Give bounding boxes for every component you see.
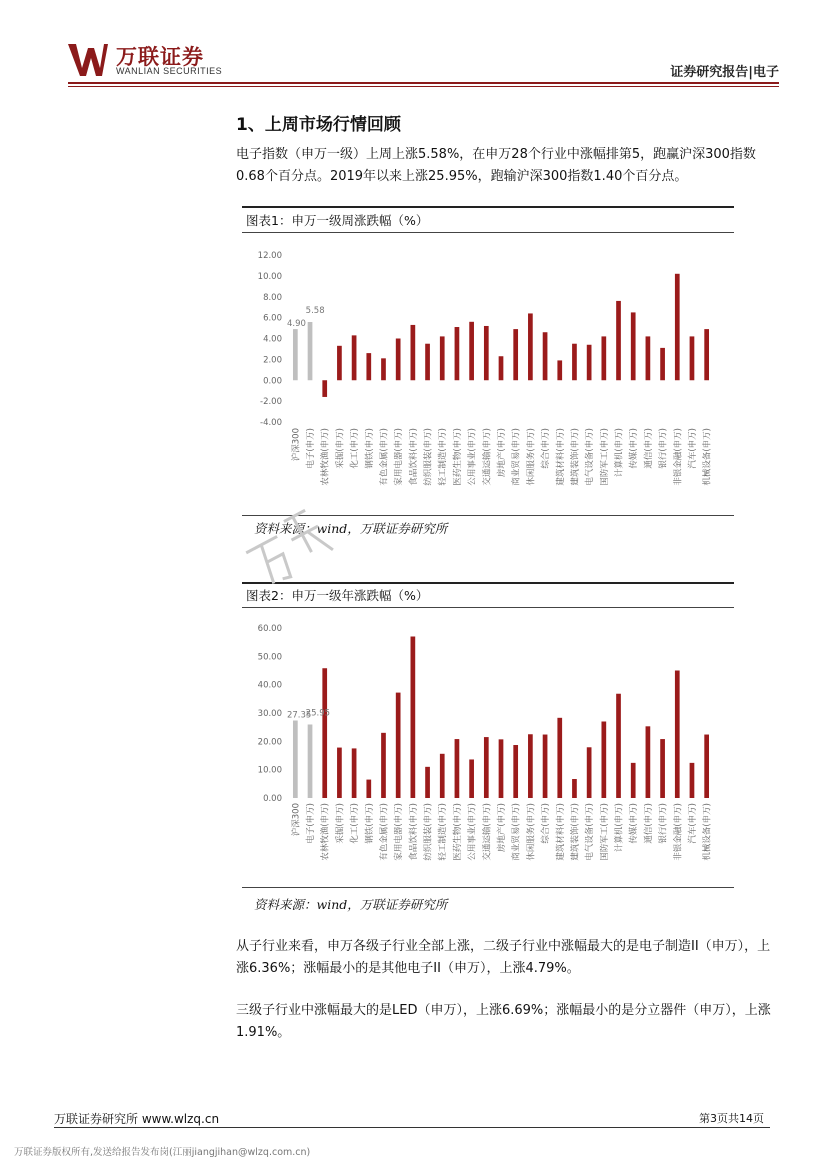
bar — [396, 693, 401, 798]
bar — [675, 671, 680, 799]
header-divider — [68, 82, 779, 84]
category-label: 轻工制造(申万) — [438, 803, 449, 861]
bar — [587, 747, 592, 798]
bar — [352, 748, 357, 798]
bar — [631, 763, 636, 798]
bar — [557, 360, 562, 380]
bar — [293, 329, 298, 380]
data-label: 25.95 — [305, 708, 331, 719]
category-label: 沪深300 — [291, 428, 302, 462]
copyright-notice: 万联证券版权所有,发送给报告发布岗(江丽jiangjihan@wlzq.com.cn) — [14, 1147, 311, 1158]
bar — [557, 718, 562, 798]
category-label: 通信(申万) — [643, 428, 654, 469]
bar — [425, 767, 430, 798]
category-label: 休闲服务(申万) — [526, 803, 537, 861]
bar — [322, 668, 327, 798]
weekly-change-bar-chart — [242, 240, 734, 512]
report-type-label: 证券研究报告|电子 — [670, 65, 779, 80]
bar — [660, 348, 665, 380]
y-tick-label: 12.00 — [257, 251, 282, 261]
bar — [411, 325, 416, 380]
data-label: 5.58 — [305, 306, 325, 317]
y-tick-label: 10.00 — [257, 271, 282, 282]
bar — [337, 748, 342, 798]
intro-paragraph: 电子指数（申万一级）上周上涨5.58%，在申万28个行业中涨幅排第5，跑赢沪深300指数0.68个百分点。2019年以来上涨25.95%，跑输沪深300指数1.40个百分点。 — [236, 147, 756, 184]
category-label: 纺织服装(申万) — [423, 803, 434, 861]
y-tick-label: 40.00 — [257, 680, 282, 691]
bar — [690, 763, 695, 798]
section-title: 1、上周市场行情回顾 — [236, 115, 401, 135]
category-label: 国防军工(申万) — [599, 803, 610, 861]
category-label: 建筑装饰(申万) — [570, 803, 581, 861]
bar — [411, 637, 416, 799]
bar — [631, 312, 636, 380]
category-label: 机械设备(申万) — [702, 803, 713, 861]
category-label: 房地产(申万) — [497, 803, 507, 853]
bar — [484, 326, 489, 380]
category-label: 有色金属(申万) — [379, 803, 390, 861]
page-header — [0, 0, 827, 90]
bar — [690, 336, 695, 380]
category-label: 家用电器(申万) — [394, 803, 405, 861]
y-tick-label: 4.00 — [263, 334, 282, 345]
category-label: 银行(申万) — [658, 803, 669, 844]
category-label: 公用事业(申万) — [467, 428, 478, 486]
wanlian-logo-icon — [68, 42, 108, 78]
bar — [440, 754, 445, 798]
category-label: 轻工制造(申万) — [438, 428, 449, 486]
logo-chinese-text: 万联证券 — [116, 45, 204, 69]
category-label: 家用电器(申万) — [394, 428, 405, 486]
bar — [601, 336, 606, 380]
category-label: 房地产(申万) — [497, 428, 507, 478]
category-label: 机械设备(申万) — [702, 428, 713, 486]
category-label: 医药生物(申万) — [452, 803, 463, 861]
category-label: 建筑装饰(申万) — [570, 428, 581, 486]
watermark — [228, 500, 358, 590]
y-tick-label: 0.00 — [263, 376, 282, 387]
category-label: 商业贸易(申万) — [511, 428, 522, 486]
bar — [469, 759, 474, 798]
footer-divider — [54, 1127, 770, 1128]
bar — [616, 694, 621, 798]
yearly-change-bar-chart — [242, 615, 734, 885]
category-label: 钢铁(申万) — [364, 803, 375, 844]
y-tick-label: 2.00 — [263, 355, 282, 366]
category-label: 休闲服务(申万) — [526, 428, 537, 486]
category-label: 电气设备(申万) — [585, 428, 596, 486]
y-tick-label: -2.00 — [260, 397, 282, 408]
bar — [646, 726, 651, 798]
category-label: 沪深300 — [291, 803, 302, 837]
figure1-top-rule — [242, 206, 734, 208]
bar — [366, 353, 371, 380]
bar — [352, 335, 357, 380]
y-tick-label: 8.00 — [263, 292, 282, 303]
figure2-title: 图表2：申万一级年涨跌幅（%） — [246, 588, 429, 603]
bar — [484, 737, 489, 798]
y-tick-label: 50.00 — [257, 652, 282, 663]
subindustry-paragraph: 从子行业来看，申万各级子行业全部上涨，二级子行业中涨幅最大的是电子制造II（申万），上涨6.36%；涨幅最小的是其他电子II（申万），上涨4.79%。 — [236, 939, 771, 976]
category-label: 通信(申万) — [643, 803, 654, 844]
figure1-title-rule — [242, 232, 734, 233]
category-label: 电子(申万) — [306, 428, 317, 469]
bar — [469, 322, 474, 380]
data-label: 27.35 — [286, 710, 312, 721]
figure2-bottom-rule — [242, 887, 734, 888]
logo-english-text: WANLIAN SECURITIES — [116, 66, 223, 76]
y-tick-label: 60.00 — [257, 624, 282, 634]
bar — [528, 313, 533, 380]
category-label: 传媒(申万) — [629, 428, 640, 469]
figure1-title: 图表1：申万一级周涨跌幅（%） — [246, 213, 429, 228]
y-tick-label: 30.00 — [257, 709, 282, 719]
bar — [381, 733, 386, 798]
company-logo — [68, 40, 238, 80]
category-label: 食品饮料(申万) — [408, 428, 419, 486]
category-label: 综合(申万) — [541, 428, 552, 469]
bar — [543, 332, 548, 380]
bar — [293, 721, 298, 798]
y-tick-label: 20.00 — [257, 737, 282, 748]
category-label: 采掘(申万) — [335, 428, 346, 469]
category-label: 有色金属(申万) — [379, 428, 390, 486]
category-label: 电气设备(申万) — [585, 803, 596, 861]
footer-website: 万联证券研究所 www.wlzq.cn — [54, 1112, 220, 1126]
bar — [513, 745, 518, 798]
bar — [396, 339, 401, 381]
bar — [308, 724, 313, 798]
y-tick-label: 10.00 — [257, 765, 282, 776]
bar — [455, 327, 460, 380]
category-label: 采掘(申万) — [335, 803, 346, 844]
category-label: 计算机(申万) — [614, 803, 625, 853]
category-label: 农林牧渔(申万) — [320, 428, 331, 486]
category-label: 汽车(申万) — [687, 803, 698, 844]
category-label: 纺织服装(申万) — [423, 428, 434, 486]
bar — [587, 345, 592, 380]
bar — [513, 329, 518, 380]
bar — [455, 739, 460, 798]
bar — [646, 336, 651, 380]
y-tick-label: -4.00 — [260, 418, 282, 428]
category-label: 医药生物(申万) — [452, 428, 463, 486]
tertiary-paragraph: 三级子行业中涨幅最大的是LED（申万），上涨6.69%；涨幅最小的是分立器件（申万），上涨1.91%。 — [236, 1003, 771, 1040]
data-label: 4.90 — [286, 319, 306, 330]
category-label: 农林牧渔(申万) — [320, 803, 331, 861]
bar — [572, 779, 577, 798]
bar — [499, 356, 504, 380]
bar — [308, 322, 313, 380]
y-tick-label: 6.00 — [263, 313, 282, 324]
category-label: 交通运输(申万) — [482, 428, 493, 486]
category-label: 非银金融(申万) — [673, 428, 684, 486]
category-label: 国防军工(申万) — [599, 428, 610, 486]
category-label: 电子(申万) — [306, 803, 317, 844]
category-label: 交通运输(申万) — [482, 803, 493, 861]
bar — [381, 358, 386, 380]
figure2-source: 资料来源：wind，万联证券研究所 — [254, 897, 448, 912]
category-label: 建筑材料(申万) — [555, 803, 566, 861]
bar — [425, 344, 430, 381]
figure2-title-rule — [242, 607, 734, 608]
category-label: 化工(申万) — [350, 428, 361, 469]
category-label: 商业贸易(申万) — [511, 803, 522, 861]
bar — [322, 380, 327, 397]
bar — [704, 329, 709, 380]
category-label: 汽车(申万) — [687, 428, 698, 469]
header-divider-thin — [68, 86, 779, 87]
bar — [572, 344, 577, 381]
bar — [440, 336, 445, 380]
bar — [543, 735, 548, 798]
bar — [675, 274, 680, 380]
category-label: 非银金融(申万) — [673, 803, 684, 861]
category-label: 公用事业(申万) — [467, 803, 478, 861]
category-label: 食品饮料(申万) — [408, 803, 419, 861]
y-tick-label: 0.00 — [263, 794, 282, 804]
category-label: 银行(申万) — [658, 428, 669, 469]
bar — [366, 780, 371, 798]
category-label: 化工(申万) — [350, 803, 361, 844]
bar — [528, 734, 533, 798]
bar — [704, 735, 709, 798]
bar — [616, 301, 621, 380]
bar — [601, 722, 606, 799]
figure1-source: 资料来源：wind，万联证券研究所 — [254, 521, 448, 536]
category-label: 综合(申万) — [541, 803, 552, 844]
bar — [660, 739, 665, 798]
bar — [337, 346, 342, 380]
category-label: 建筑材料(申万) — [555, 428, 566, 486]
category-label: 计算机(申万) — [614, 428, 625, 478]
category-label: 传媒(申万) — [629, 803, 640, 844]
bar — [499, 739, 504, 798]
page-number: 第3页共14页 — [699, 1112, 764, 1125]
category-label: 钢铁(申万) — [364, 428, 375, 469]
